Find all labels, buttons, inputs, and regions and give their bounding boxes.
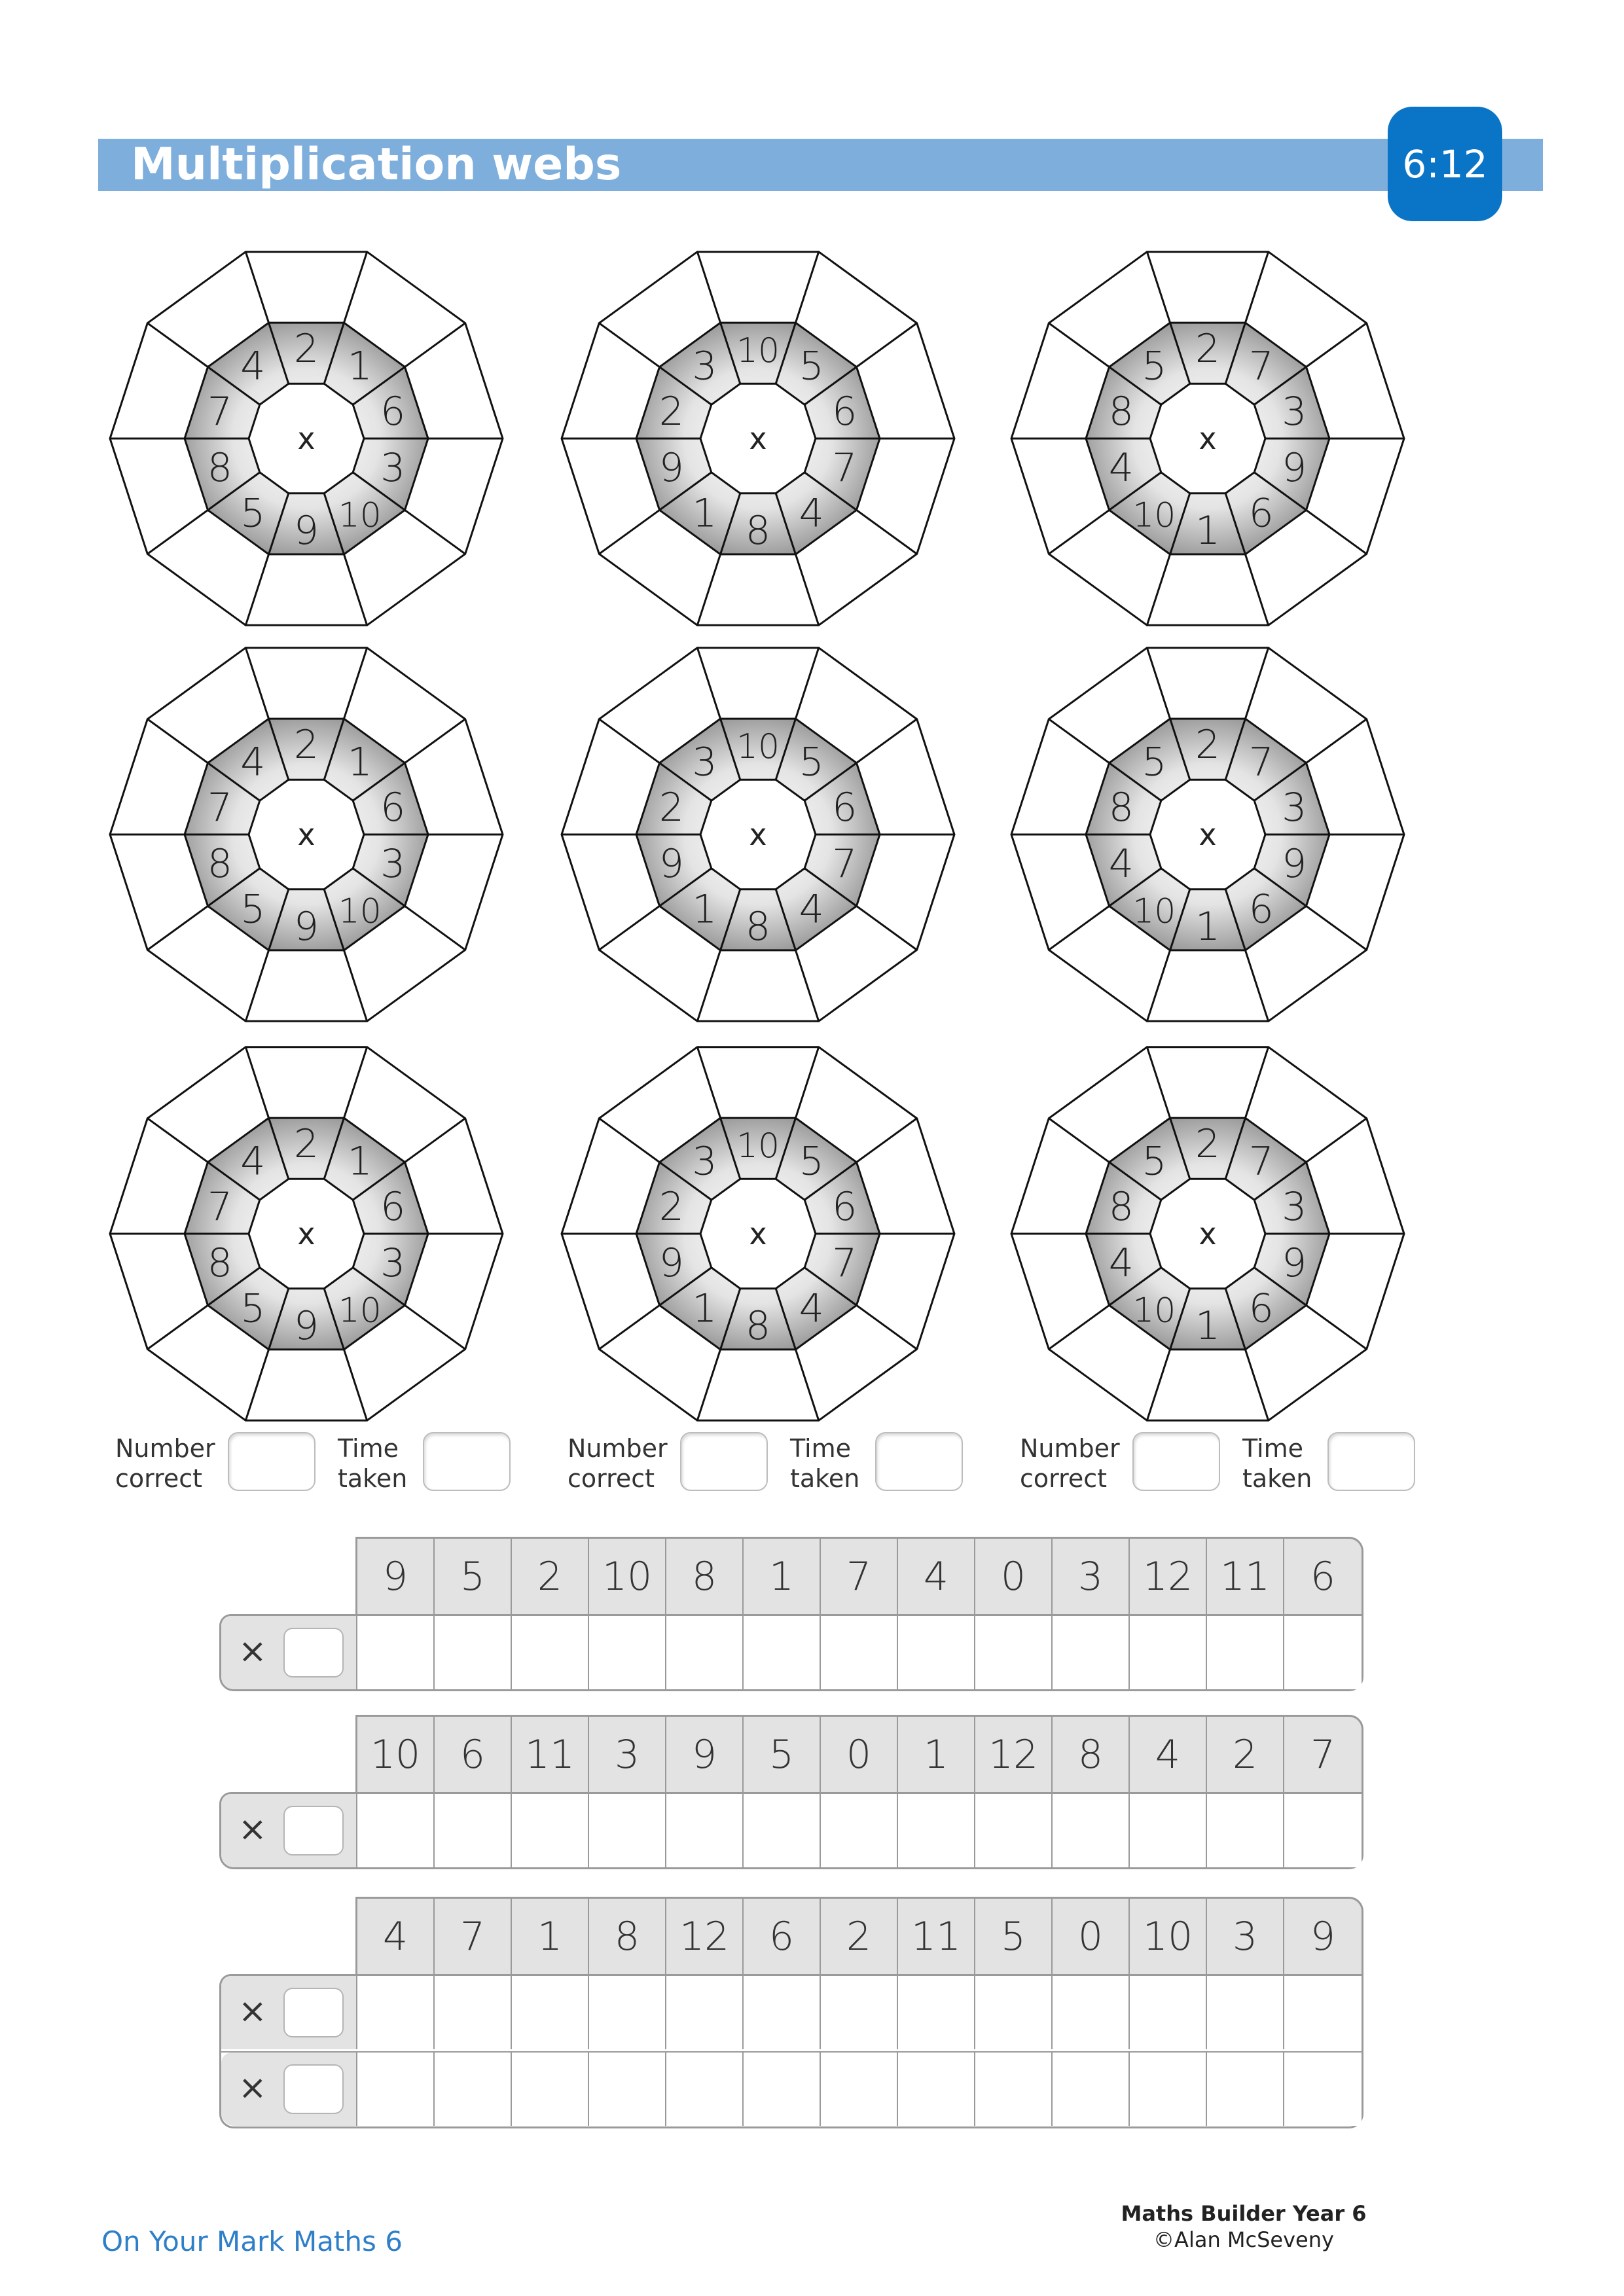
web-number: 5 [240, 886, 266, 933]
web-number: 3 [380, 1240, 406, 1286]
answer-cell[interactable] [666, 1616, 744, 1689]
web-number: 4 [240, 1138, 266, 1185]
web-number: 5 [799, 1138, 824, 1185]
web-number: 4 [799, 886, 824, 933]
answer-cell[interactable] [435, 1616, 512, 1689]
web-number: 2 [659, 389, 684, 435]
web-number: 7 [1248, 1138, 1274, 1185]
web-number: 6 [380, 785, 406, 831]
web-operator: x [297, 1216, 316, 1251]
answer-cell[interactable] [898, 2053, 975, 2126]
web-5 [562, 648, 954, 1022]
time-taken-field[interactable] [875, 1432, 963, 1491]
grid-header-number: 7 [1310, 1731, 1336, 1778]
web-number: 2 [659, 785, 684, 831]
web-number: 5 [799, 343, 824, 389]
grid-header-number: 3 [1053, 1539, 1130, 1614]
grid-header-number: 8 [666, 1539, 744, 1614]
web-number: 8 [1108, 785, 1134, 831]
grid-header-number: 6 [744, 1899, 821, 1974]
answer-cell[interactable] [1053, 1976, 1130, 2049]
answer-cell[interactable] [1053, 2053, 1130, 2126]
grid-header-number: 9 [1310, 1913, 1336, 1960]
grid-header-number: 2 [821, 1899, 898, 1974]
web-number: 9 [293, 1303, 319, 1349]
web-number: 7 [207, 389, 232, 435]
multiply-sign: × [238, 1632, 267, 1671]
web-number: 7 [832, 1240, 857, 1286]
web-number: 9 [293, 508, 319, 554]
multiply-sign: × [238, 2068, 267, 2108]
grid-header-number: 4 [1130, 1717, 1207, 1792]
web-number: 2 [1195, 1121, 1221, 1167]
web-number: 3 [1282, 785, 1307, 831]
answer-cell[interactable] [1053, 1794, 1130, 1867]
answer-cell[interactable] [821, 1794, 898, 1867]
web-number: 4 [240, 739, 266, 785]
grid-answer-row [219, 1614, 1363, 1691]
web-number: 5 [1142, 739, 1167, 785]
web-operator: x [1199, 421, 1217, 456]
web-number: 1 [1195, 904, 1221, 950]
web-number: 7 [1248, 739, 1274, 785]
grid-header-number: 7 [435, 1899, 512, 1974]
answer-cell[interactable] [1284, 1794, 1362, 1867]
web-number: 10 [736, 1126, 780, 1166]
answer-cell[interactable] [666, 1976, 744, 2049]
answer-cell[interactable] [1284, 1976, 1362, 2049]
web-number: 2 [1195, 326, 1221, 372]
grid-header-row [355, 1897, 1363, 1974]
answer-cell[interactable] [435, 2053, 512, 2126]
web-1 [110, 252, 503, 626]
grid-header-number: 12 [666, 1899, 744, 1974]
time-taken-field[interactable] [1327, 1432, 1415, 1491]
web-number: 9 [659, 445, 684, 491]
grid-header-number: 2 [1207, 1717, 1284, 1792]
web-number: 6 [1248, 1285, 1274, 1332]
answer-cell[interactable] [435, 1976, 512, 2049]
answer-cell[interactable] [1130, 2053, 1207, 2126]
web-number: 1 [692, 1285, 717, 1332]
grid-header-number: 12 [1130, 1539, 1207, 1614]
web-number: 3 [380, 445, 406, 491]
web-number: 6 [1248, 490, 1274, 537]
answer-cell[interactable] [975, 1976, 1053, 2049]
web-number: 10 [338, 495, 382, 535]
grid-header-number: 0 [975, 1539, 1053, 1614]
web-number: 5 [1142, 1138, 1167, 1185]
grid-answer-row [219, 2051, 1363, 2128]
web-number: 5 [799, 739, 824, 785]
web-number: 6 [832, 389, 857, 435]
web-operator: x [1199, 817, 1217, 852]
web-7 [110, 1047, 503, 1421]
answer-cell[interactable] [512, 1976, 589, 2049]
web-number: 10 [1132, 1291, 1176, 1331]
web-number: 1 [347, 1138, 372, 1185]
number-correct-field[interactable] [680, 1432, 768, 1491]
grid-header-number: 8 [589, 1899, 666, 1974]
grid-header-number: 4 [898, 1539, 975, 1614]
web-number: 2 [293, 722, 319, 768]
footer-book-title: Maths Builder Year 6 [1121, 2201, 1367, 2226]
answer-cell[interactable] [898, 1794, 975, 1867]
grid-header-number: 1 [744, 1539, 821, 1614]
time-taken-label: Time taken [1242, 1434, 1312, 1493]
web-number: 3 [1282, 389, 1307, 435]
grid-header-number: 5 [744, 1717, 821, 1792]
multiplier-tab [221, 1616, 357, 1689]
footer-credits [1113, 2200, 1375, 2253]
web-number: 7 [832, 445, 857, 491]
multiplier-input[interactable] [283, 1988, 344, 2037]
grid-header-row [355, 1537, 1363, 1614]
multiplier-input[interactable] [283, 2064, 344, 2114]
answer-cell[interactable] [898, 1976, 975, 2049]
web-number: 3 [1282, 1184, 1307, 1230]
grid-header-number: 6 [435, 1717, 512, 1792]
grid-header-number: 2 [512, 1539, 589, 1614]
web-operator: x [1199, 1216, 1217, 1251]
web-number: 1 [692, 490, 717, 537]
web-number: 7 [207, 1184, 232, 1230]
web-number: 2 [293, 326, 319, 372]
web-number: 1 [347, 739, 372, 785]
grid-header-number: 1 [512, 1899, 589, 1974]
answer-cell[interactable] [744, 2053, 821, 2126]
web-number: 4 [1108, 1240, 1134, 1286]
web-number: 3 [692, 1138, 717, 1185]
multiply-sign: × [238, 1810, 267, 1849]
answer-cell[interactable] [435, 1794, 512, 1867]
grid-header-number: 11 [512, 1717, 589, 1792]
grid-header-number: 6 [1310, 1553, 1336, 1600]
web-number: 6 [380, 1184, 406, 1230]
answer-cell[interactable] [589, 1976, 666, 2049]
footer-copyright: ©Alan McSeveny [1153, 2227, 1334, 2252]
web-number: 3 [380, 841, 406, 887]
multiplier-tab [221, 1976, 357, 2049]
answer-cell[interactable] [744, 1794, 821, 1867]
number-correct-field[interactable] [1132, 1432, 1220, 1491]
web-2 [562, 252, 954, 626]
web-6 [1011, 648, 1404, 1022]
web-number: 8 [745, 508, 771, 554]
web-number: 3 [692, 739, 717, 785]
web-number: 8 [745, 904, 771, 950]
answer-cell[interactable] [1284, 2053, 1362, 2126]
answer-cell[interactable] [589, 1616, 666, 1689]
answer-cell[interactable] [357, 1976, 435, 2049]
grid-header-number: 3 [589, 1717, 666, 1792]
answer-cell[interactable] [1284, 1616, 1362, 1689]
web-operator: x [297, 817, 316, 852]
answer-cell[interactable] [898, 1616, 975, 1689]
web-operator: x [297, 421, 316, 456]
answer-cell[interactable] [666, 2053, 744, 2126]
web-number: 10 [1132, 891, 1176, 931]
answer-cell[interactable] [1207, 1794, 1284, 1867]
grid-header-number: 5 [975, 1899, 1053, 1974]
page-title: Multiplication webs [131, 139, 622, 190]
grid-header-number: 11 [898, 1899, 975, 1974]
grid-header-number: 5 [435, 1539, 512, 1614]
web-number: 4 [799, 1285, 824, 1332]
web-8 [562, 1047, 954, 1421]
answer-cell[interactable] [1130, 1616, 1207, 1689]
web-number: 9 [293, 904, 319, 950]
web-number: 8 [207, 1240, 232, 1286]
web-number: 10 [338, 891, 382, 931]
web-number: 10 [338, 1291, 382, 1331]
answer-cell[interactable] [512, 1794, 589, 1867]
grid-header-number: 9 [666, 1717, 744, 1792]
answer-cell[interactable] [357, 1616, 435, 1689]
grid-header-number: 12 [975, 1717, 1053, 1792]
answer-cell[interactable] [821, 1616, 898, 1689]
time-taken-label: Time taken [338, 1434, 408, 1493]
time-taken-label: Time taken [790, 1434, 860, 1493]
web-number: 1 [1195, 508, 1221, 554]
web-number: 1 [1195, 1303, 1221, 1349]
grid-header-number: 10 [357, 1717, 435, 1792]
answer-cell[interactable] [744, 1616, 821, 1689]
web-3 [1011, 252, 1404, 626]
answer-cell[interactable] [975, 1794, 1053, 1867]
web-operator: x [749, 1216, 767, 1251]
time-taken-field[interactable] [423, 1432, 511, 1491]
web-number: 6 [832, 1184, 857, 1230]
answer-cell[interactable] [512, 1616, 589, 1689]
grid-header-number: 1 [898, 1717, 975, 1792]
number-correct-label: Number correct [568, 1434, 668, 1493]
web-number: 10 [736, 727, 780, 766]
answer-cell[interactable] [666, 1794, 744, 1867]
footer-series: On Your Mark Maths 6 [101, 2225, 403, 2257]
answer-cell[interactable] [512, 2053, 589, 2126]
web-number: 8 [745, 1303, 771, 1349]
web-operator: x [749, 421, 767, 456]
number-correct-label: Number correct [1020, 1434, 1120, 1493]
section-badge: 6:12 [1388, 107, 1502, 221]
answer-cell[interactable] [1207, 1976, 1284, 2049]
web-number: 1 [692, 886, 717, 933]
answer-cell[interactable] [975, 1616, 1053, 1689]
web-number: 2 [293, 1121, 319, 1167]
web-number: 4 [799, 490, 824, 537]
web-number: 9 [659, 841, 684, 887]
grid-answer-row [219, 1974, 1363, 2051]
multiply-sign: × [238, 1992, 267, 2031]
answer-cell[interactable] [821, 2053, 898, 2126]
grid-header-number: 10 [1130, 1899, 1207, 1974]
web-number: 6 [832, 785, 857, 831]
answer-cell[interactable] [1207, 2053, 1284, 2126]
web-number: 8 [1108, 1184, 1134, 1230]
web-number: 1 [347, 343, 372, 389]
web-number: 4 [1108, 841, 1134, 887]
web-number: 5 [240, 490, 266, 537]
web-number: 10 [1132, 495, 1176, 535]
web-number: 2 [659, 1184, 684, 1230]
web-number: 9 [659, 1240, 684, 1286]
number-correct-label: Number correct [115, 1434, 215, 1493]
web-number: 6 [380, 389, 406, 435]
answer-cell[interactable] [357, 2053, 435, 2126]
web-number: 8 [207, 445, 232, 491]
multiplier-input[interactable] [283, 1628, 344, 1677]
answer-cell[interactable] [1130, 1794, 1207, 1867]
answer-cell[interactable] [975, 2053, 1053, 2126]
web-number: 3 [692, 343, 717, 389]
multiplier-input[interactable] [283, 1806, 344, 1856]
grid-header-number: 3 [1207, 1899, 1284, 1974]
answer-cell[interactable] [357, 1794, 435, 1867]
multiplier-tab [221, 1794, 357, 1867]
grid-header-number: 7 [821, 1539, 898, 1614]
answer-cell[interactable] [589, 2053, 666, 2126]
web-number: 9 [1282, 445, 1307, 491]
web-number: 7 [1248, 343, 1274, 389]
web-number: 8 [207, 841, 232, 887]
answer-cell[interactable] [1130, 1976, 1207, 2049]
web-number: 10 [736, 331, 780, 370]
answer-cell[interactable] [1207, 1616, 1284, 1689]
web-number: 6 [1248, 886, 1274, 933]
web-number: 2 [1195, 722, 1221, 768]
grid-header-number: 8 [1053, 1717, 1130, 1792]
number-correct-field[interactable] [228, 1432, 316, 1491]
grid-header-number: 11 [1207, 1539, 1284, 1614]
web-number: 9 [1282, 841, 1307, 887]
grid-header-number: 4 [357, 1899, 435, 1974]
grid-answer-row [219, 1792, 1363, 1869]
web-number: 4 [1108, 445, 1134, 491]
web-number: 5 [1142, 343, 1167, 389]
answer-cell[interactable] [1053, 1616, 1130, 1689]
web-number: 7 [207, 785, 232, 831]
web-number: 9 [1282, 1240, 1307, 1286]
web-number: 7 [832, 841, 857, 887]
grid-header-number: 0 [821, 1717, 898, 1792]
web-4 [110, 648, 503, 1022]
grid-header-row [355, 1715, 1363, 1792]
grid-header-number: 0 [1053, 1899, 1130, 1974]
web-9 [1011, 1047, 1404, 1421]
web-number: 8 [1108, 389, 1134, 435]
multiplier-tab [221, 2053, 357, 2126]
web-number: 4 [240, 343, 266, 389]
grid-header-number: 9 [357, 1539, 435, 1614]
web-operator: x [749, 817, 767, 852]
answer-cell[interactable] [744, 1976, 821, 2049]
answer-cell[interactable] [821, 1976, 898, 2049]
grid-header-number: 10 [589, 1539, 666, 1614]
answer-cell[interactable] [589, 1794, 666, 1867]
web-number: 5 [240, 1285, 266, 1332]
